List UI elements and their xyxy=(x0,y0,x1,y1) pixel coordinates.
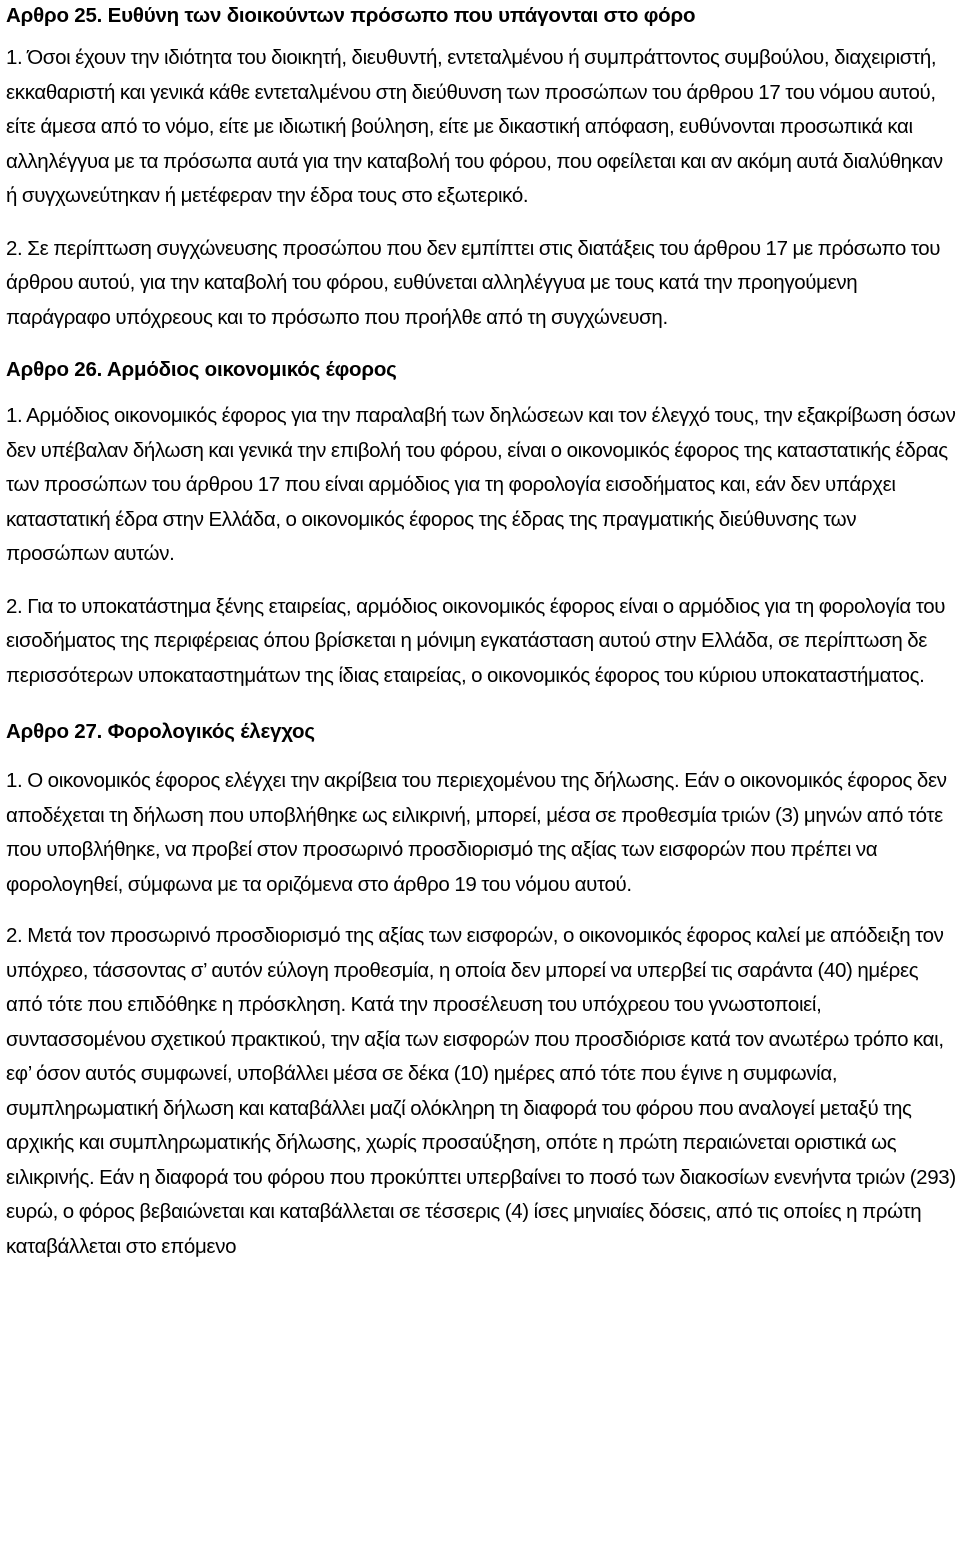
article-27-paragraph-1: 1. Ο οικονομικός έφορος ελέγχει την ακρίβεια του περιεχομένου της δήλωσης. Εάν ο οικονομικός έφορος δεν αποδέχεται τη δήλωση που υποβλήθηκε ως ειλικρινή, μπορεί, μέσα σε προθεσμία τριών (3) μηνών από τότε που υποβλήθηκε, να προβεί στον προσωρινό προσδιορισμό της αξίας των εισφορών που πρέπει να φορολογηθεί, σύμφωνα με τα οριζόμενα στο άρθρο 19 του νόμου αυτού. xyxy=(6,769,947,896)
article-27-paragraph-2: 2. Μετά τον προσωρινό προσδιορισμό της αξίας των εισφορών, ο οικονομικός έφορος καλεί με απόδειξη τον υπόχρεο, τάσσοντας σ’ αυτόν εύλογη προθεσμία, η οποία δεν μπορεί να υπερβεί τις σαράντα (40) ημέρες από τότε που επιδόθηκε η πρόσκληση. Κατά την προσέλευση του υπόχρεου του γνωστοποιεί, συντασσομένου σχετικού πρακτικού, την αξία των εισφορών που προσδιόρισε κατά τον ανωτέρω τρόπο και, εφ’ όσον αυτός συμφωνεί, υποβάλλει μέσα σε δέκα (10) ημέρες από τότε που έγινε η συμφωνία, συμπληρωματική δήλωση και καταβάλλει μαζί ολόκληρη τη διαφορά του φόρου που αναλογεί μεταξύ της αρχικής και συμπληρωματικής δήλωσης, χωρίς προσαύξηση, οπότε η πρώτη περαιώνεται οριστικά ως ειλικρινής. Εάν η διαφορά του φόρου που προκύπτει υπερβαίνει το ποσό των διακοσίων ενενήντα τριών (293) ευρώ, ο φόρος βεβαιώνεται και καταβάλλεται σε τέσσερις (4) ίσες μηνιαίες δόσεις, από τις οποίες η πρώτη καταβάλλεται στο επόμενο xyxy=(6,924,956,1258)
article-25-heading: Αρθρο 25. Ευθύνη των διοικούντων πρόσωπο που υπάγονται στο φόρο xyxy=(6,4,696,27)
article-25-paragraph-1: 1. Όσοι έχουν την ιδιότητα του διοικητή, διευθυντή, εντεταλμένου ή συμπράττοντος συμβούλου, διαχειριστή, εκκαθαριστή και γενικά κάθε εντεταλμένου στη διεύθυνση των προσώπων του άρθρου 17 του νόμου αυτού, είτε άμεσα από το νόμο, είτε με ιδιωτική βούληση, είτε με δικαστική απόφαση, ευθύνονται προσωπικά και αλληλέγγυα με τα πρόσωπα αυτά για την καταβολή του φόρου, που οφείλεται και αν ακόμη αυτά διαλύθηκαν ή συγχωνεύτηκαν ή μετέφεραν την έδρα τους στο εξωτερικό. xyxy=(6,46,943,207)
article-26-heading: Αρθρο 26. Αρμόδιος οικονομικός έφορος xyxy=(6,358,397,381)
article-27-heading: Αρθρο 27. Φορολογικός έλεγχος xyxy=(6,720,315,743)
document-page xyxy=(6,0,956,1264)
article-26-paragraph-1: 1. Αρμόδιος οικονομικός έφορος για την παραλαβή των δηλώσεων και τον έλεγχό τους, την εξακρίβωση όσων δεν υπέβαλαν δήλωση και γενικά την επιβολή του φόρου, είναι ο οικονομικός έφορος της καταστατικής έδρας των προσώπων του άρθρου 17 που είναι αρμόδιος για τη φορολογία εισοδήματος και, εάν δεν υπάρχει καταστατική έδρα στην Ελλάδα, ο οικονομικός έφορος της έδρας της πραγματικής διεύθυνσης των προσώπων αυτών. xyxy=(6,404,956,565)
article-25-paragraph-2: 2. Σε περίπτωση συγχώνευσης προσώπου που δεν εμπίπτει στις διατάξεις του άρθρου 17 με πρόσωπο του άρθρου αυτού, για την καταβολή του φόρου, ευθύνεται αλληλέγγυα με τους κατά την προηγούμενη παράγραφο υπόχρεους και το πρόσωπο που προήλθε από τη συγχώνευση. xyxy=(6,236,941,329)
article-26-paragraph-2: 2. Για το υποκατάστημα ξένης εταιρείας, αρμόδιος οικονομικός έφορος είναι ο αρμόδιος για τη φορολογία του εισοδήματος της περιφέρειας όπου βρίσκεται η μόνιμη εγκατάσταση αυτού στην Ελλάδα, σε περίπτωση δε περισσότερων υποκαταστημάτων της ίδιας εταιρείας, ο οικονομικός έφορος του κύριου υποκαταστήματος. xyxy=(6,594,946,687)
